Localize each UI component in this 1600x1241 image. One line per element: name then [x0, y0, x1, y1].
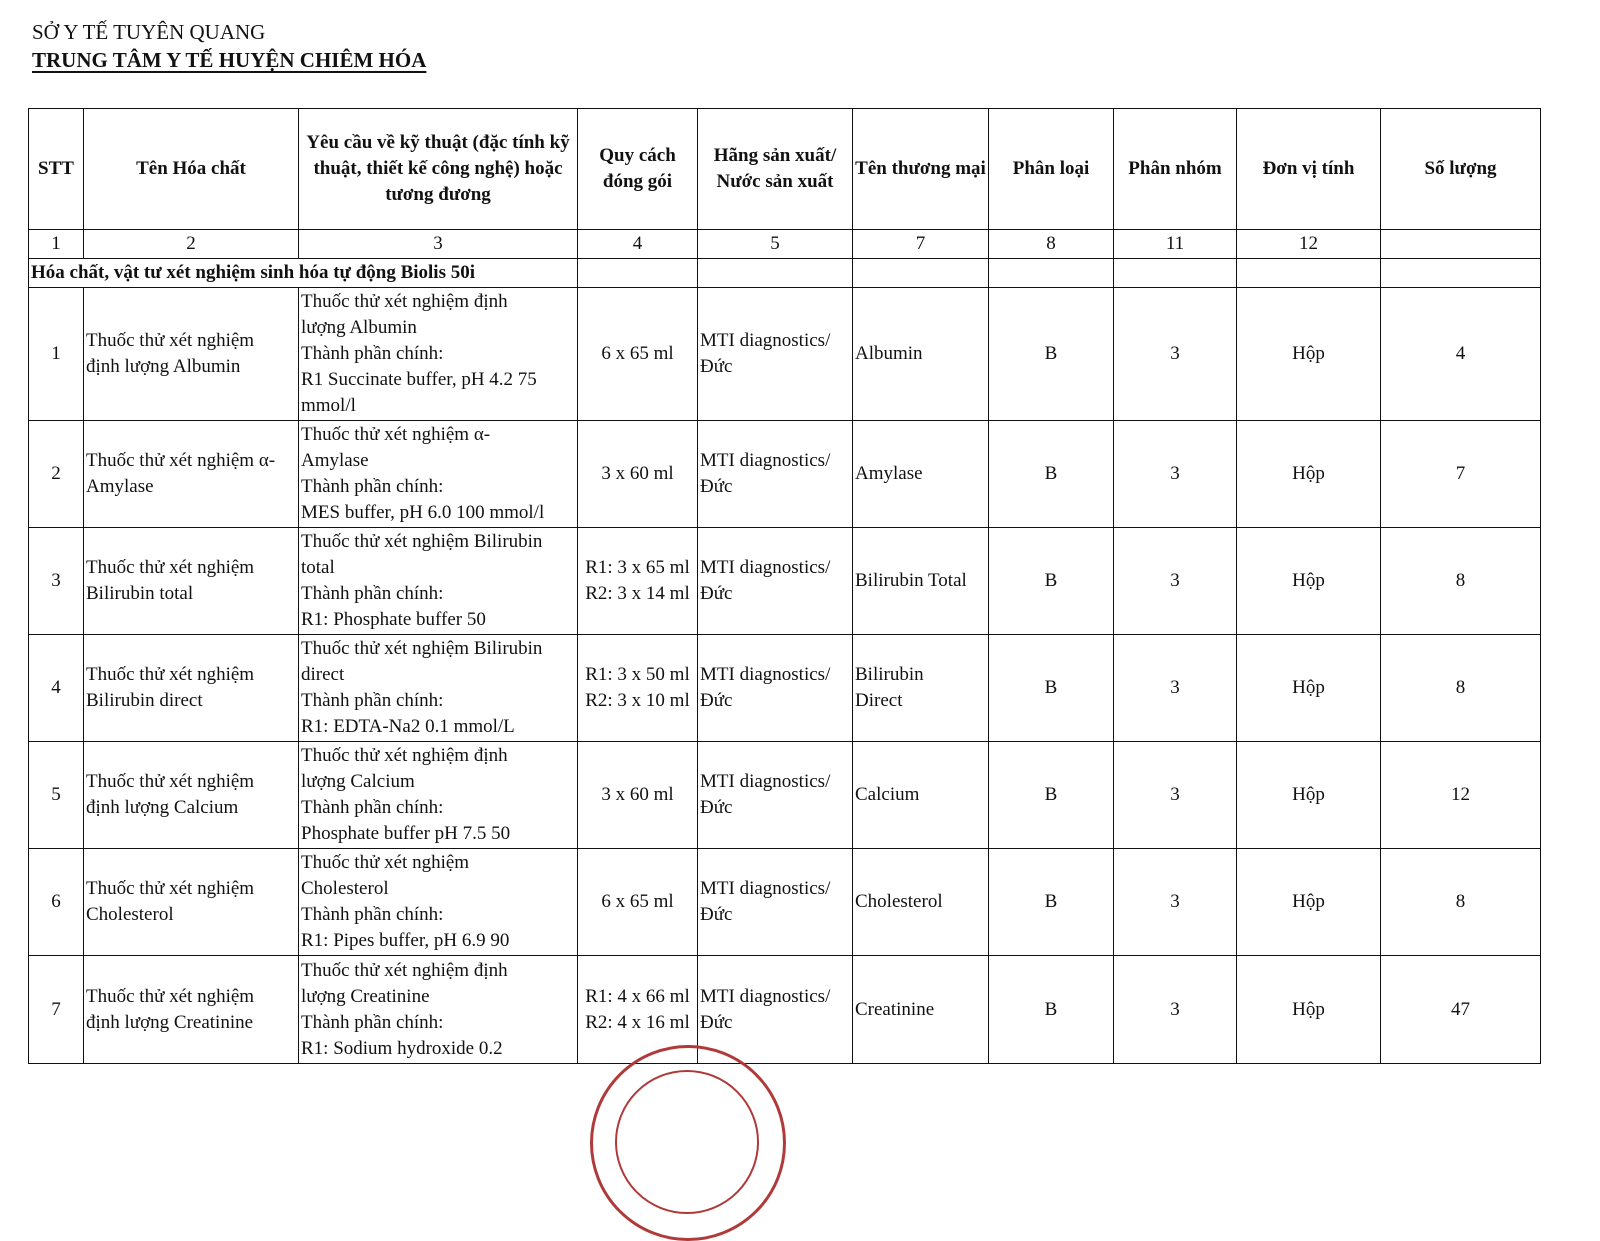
- column-number: 4: [578, 230, 698, 259]
- cell-pack: [578, 849, 698, 956]
- cell-unit: Hộp: [1237, 742, 1381, 849]
- cell-pack: [578, 288, 698, 421]
- cell-line: Phosphate buffer pH 7.5 50: [301, 823, 511, 844]
- cell-line: MTI diagnostics/: [700, 330, 831, 351]
- cell-line: Thuốc thử xét nghiệm α-: [301, 424, 491, 445]
- cell-class: B: [989, 421, 1114, 528]
- column-number: 2: [84, 230, 299, 259]
- column-header: Số lượng: [1381, 109, 1541, 230]
- column-header: STT: [29, 109, 84, 230]
- cell-trade: [853, 956, 989, 1064]
- cell-line: direct: [301, 664, 345, 685]
- cell-line: Thuốc thử xét nghiệm Bilirubin: [301, 531, 543, 552]
- column-header: Quy cách đóng gói: [578, 109, 698, 230]
- cell-group: 3: [1114, 742, 1237, 849]
- cell-stt: 4: [29, 635, 84, 742]
- cell-line: Calcium: [855, 784, 920, 805]
- cell-line: Thuốc thử xét nghiệm: [301, 852, 470, 873]
- cell-class: B: [989, 849, 1114, 956]
- cell-maker: [698, 528, 853, 635]
- cell-line: MTI diagnostics/: [700, 664, 831, 685]
- cell-line: MES buffer, pH 6.0 100 mmol/l: [301, 502, 545, 523]
- cell-line: R1: Phosphate buffer 50: [301, 609, 486, 630]
- cell-line: Thuốc thử xét nghiệm: [86, 664, 255, 685]
- cell-line: Bilirubin: [855, 664, 924, 685]
- cell-qty: 12: [1381, 742, 1541, 849]
- cell-group: 3: [1114, 849, 1237, 956]
- cell-line: Direct: [855, 690, 903, 711]
- column-header: Yêu cầu về kỹ thuật (đặc tính kỹ thuật, thiết kế công nghệ) hoặc tương đương: [299, 109, 578, 230]
- cell-spec: [299, 421, 578, 528]
- cell-spec: [299, 288, 578, 421]
- cell-line: Cholesterol: [855, 891, 943, 912]
- unit-name: TRUNG TÂM Y TẾ HUYỆN CHIÊM HÓA: [32, 48, 427, 72]
- cell-maker: [698, 849, 853, 956]
- cell-trade: [853, 528, 989, 635]
- cell-line: Thuốc thử xét nghiệm: [86, 878, 255, 899]
- cell-line: Bilirubin total: [86, 583, 194, 604]
- cell-line: Thành phần chính:: [301, 904, 444, 925]
- cell-stt: 1: [29, 288, 84, 421]
- cell-unit: Hộp: [1237, 528, 1381, 635]
- cell-group: 3: [1114, 528, 1237, 635]
- cell-line: Cholesterol: [301, 878, 389, 899]
- column-header: Đơn vị tính: [1237, 109, 1381, 230]
- table-row: [29, 742, 1541, 849]
- cell-spec: [299, 528, 578, 635]
- cell-line: Cholesterol: [86, 904, 174, 925]
- section-row: [29, 259, 1541, 288]
- cell-maker: [698, 742, 853, 849]
- cell-qty: 8: [1381, 528, 1541, 635]
- column-header: Phân loại: [989, 109, 1114, 230]
- cell-line: R1 Succinate buffer, pH 4.2 75: [301, 369, 537, 390]
- cell-spec: [299, 849, 578, 956]
- cell-line: Thuốc thử xét nghiệm định: [301, 291, 508, 312]
- table-row: [29, 528, 1541, 635]
- empty-cell: [1237, 259, 1381, 288]
- cell-line: Đức: [700, 476, 733, 497]
- table-row: [29, 849, 1541, 956]
- table-row: [29, 635, 1541, 742]
- cell-stt: 3: [29, 528, 84, 635]
- column-header: Hãng sản xuất/ Nước sản xuất: [698, 109, 853, 230]
- cell-trade: [853, 635, 989, 742]
- cell-line: R2: 3 x 10 ml: [585, 690, 690, 711]
- cell-line: 3 x 60 ml: [601, 784, 674, 805]
- table-row: [29, 956, 1541, 1064]
- cell-pack: [578, 528, 698, 635]
- cell-line: Đức: [700, 356, 733, 377]
- cell-maker: [698, 288, 853, 421]
- cell-line: Bilirubin direct: [86, 690, 203, 711]
- cell-trade: [853, 849, 989, 956]
- cell-name: [84, 742, 299, 849]
- column-number: [1381, 230, 1541, 259]
- cell-maker: [698, 421, 853, 528]
- cell-line: Thuốc thử xét nghiệm: [86, 985, 255, 1007]
- section-title: Hóa chất, vật tư xét nghiệm sinh hóa tự động Biolis 50i: [29, 259, 578, 288]
- cell-qty: 8: [1381, 849, 1541, 956]
- cell-qty: 8: [1381, 635, 1541, 742]
- chemicals-table: [28, 108, 1541, 1064]
- cell-line: R1: Sodium hydroxide 0.2: [301, 1037, 503, 1059]
- cell-stt: 7: [29, 956, 84, 1064]
- cell-line: R1: 3 x 50 ml: [585, 664, 690, 685]
- cell-line: total: [301, 557, 335, 578]
- cell-line: Thuốc thử xét nghiệm định: [301, 959, 508, 981]
- cell-name: [84, 635, 299, 742]
- cell-line: mmol/l: [301, 395, 356, 416]
- cell-line: Đức: [700, 690, 733, 711]
- cell-line: Amylase: [86, 476, 154, 497]
- cell-line: lượng Creatinine: [301, 985, 430, 1007]
- cell-line: Đức: [700, 583, 733, 604]
- cell-line: Thành phần chính:: [301, 797, 444, 818]
- cell-line: định lượng Calcium: [86, 797, 239, 818]
- cell-line: Thành phần chính:: [301, 343, 444, 364]
- column-number: 5: [698, 230, 853, 259]
- cell-line: Thành phần chính:: [301, 583, 444, 604]
- cell-line: Thành phần chính:: [301, 1011, 444, 1033]
- empty-cell: [1381, 259, 1541, 288]
- cell-stt: 6: [29, 849, 84, 956]
- cell-line: R2: 4 x 16 ml: [585, 1011, 690, 1033]
- cell-stt: 5: [29, 742, 84, 849]
- cell-pack: [578, 635, 698, 742]
- cell-pack: [578, 421, 698, 528]
- cell-line: MTI diagnostics/: [700, 878, 831, 899]
- cell-line: 6 x 65 ml: [601, 891, 674, 912]
- cell-line: Thuốc thử xét nghiệm: [86, 330, 255, 351]
- cell-line: định lượng Albumin: [86, 356, 241, 377]
- column-header: Tên thương mại: [853, 109, 989, 230]
- cell-class: B: [989, 635, 1114, 742]
- column-number: 8: [989, 230, 1114, 259]
- cell-class: B: [989, 528, 1114, 635]
- cell-line: Thành phần chính:: [301, 476, 444, 497]
- cell-class: B: [989, 956, 1114, 1064]
- empty-cell: [853, 259, 989, 288]
- cell-maker: [698, 956, 853, 1064]
- cell-line: Amylase: [301, 450, 369, 471]
- column-number: 7: [853, 230, 989, 259]
- cell-maker: [698, 635, 853, 742]
- cell-line: R2: 3 x 14 ml: [585, 583, 690, 604]
- cell-group: 3: [1114, 288, 1237, 421]
- cell-line: MTI diagnostics/: [700, 450, 831, 471]
- empty-cell: [578, 259, 698, 288]
- cell-line: 3 x 60 ml: [601, 463, 674, 484]
- cell-line: Creatinine: [855, 998, 935, 1020]
- cell-trade: [853, 421, 989, 528]
- table-row: [29, 288, 1541, 421]
- cell-spec: [299, 742, 578, 849]
- table-row: [29, 421, 1541, 528]
- cell-line: Bilirubin Total: [855, 570, 967, 591]
- cell-class: B: [989, 742, 1114, 849]
- cell-qty: 7: [1381, 421, 1541, 528]
- column-header: Phân nhóm: [1114, 109, 1237, 230]
- cell-group: 3: [1114, 956, 1237, 1064]
- cell-line: Albumin: [855, 343, 923, 364]
- column-number: 3: [299, 230, 578, 259]
- cell-line: R1: 3 x 65 ml: [585, 557, 690, 578]
- column-number: 12: [1237, 230, 1381, 259]
- cell-unit: Hộp: [1237, 956, 1381, 1064]
- cell-line: 6 x 65 ml: [601, 343, 674, 364]
- cell-trade: [853, 742, 989, 849]
- cell-class: B: [989, 288, 1114, 421]
- cell-line: Thuốc thử xét nghiệm α-: [86, 450, 276, 471]
- cell-line: lượng Albumin: [301, 317, 417, 338]
- cell-line: Đức: [700, 1011, 733, 1033]
- cell-name: [84, 421, 299, 528]
- column-number: 11: [1114, 230, 1237, 259]
- cell-line: R1: Pipes buffer, pH 6.9 90: [301, 930, 510, 951]
- cell-line: Thuốc thử xét nghiệm: [86, 771, 255, 792]
- cell-name: [84, 528, 299, 635]
- cell-line: Thuốc thử xét nghiệm Bilirubin: [301, 638, 543, 659]
- column-number-row: [29, 230, 1541, 259]
- cell-line: R1: EDTA-Na2 0.1 mmol/L: [301, 716, 515, 737]
- cell-line: Thuốc thử xét nghiệm định: [301, 745, 508, 766]
- cell-trade: [853, 288, 989, 421]
- agency-name: SỞ Y TẾ TUYÊN QUANG: [32, 20, 266, 44]
- empty-cell: [698, 259, 853, 288]
- official-stamp: [590, 1045, 786, 1241]
- cell-line: Thành phần chính:: [301, 690, 444, 711]
- cell-line: lượng Calcium: [301, 771, 415, 792]
- cell-pack: [578, 742, 698, 849]
- cell-unit: Hộp: [1237, 849, 1381, 956]
- cell-line: MTI diagnostics/: [700, 771, 831, 792]
- cell-line: Đức: [700, 904, 733, 925]
- cell-line: Amylase: [855, 463, 923, 484]
- cell-unit: Hộp: [1237, 635, 1381, 742]
- cell-line: định lượng Creatinine: [86, 1011, 254, 1033]
- cell-qty: 4: [1381, 288, 1541, 421]
- cell-qty: 47: [1381, 956, 1541, 1064]
- empty-cell: [1114, 259, 1237, 288]
- cell-line: R1: 4 x 66 ml: [585, 985, 690, 1007]
- cell-spec: [299, 956, 578, 1064]
- cell-line: Đức: [700, 797, 733, 818]
- cell-name: [84, 956, 299, 1064]
- cell-group: 3: [1114, 421, 1237, 528]
- cell-line: MTI diagnostics/: [700, 985, 831, 1007]
- cell-spec: [299, 635, 578, 742]
- empty-cell: [989, 259, 1114, 288]
- cell-line: MTI diagnostics/: [700, 557, 831, 578]
- cell-stt: 2: [29, 421, 84, 528]
- cell-name: [84, 288, 299, 421]
- cell-unit: Hộp: [1237, 288, 1381, 421]
- header-row: [29, 109, 1541, 230]
- cell-name: [84, 849, 299, 956]
- column-number: 1: [29, 230, 84, 259]
- column-header: Tên Hóa chất: [84, 109, 299, 230]
- cell-line: Thuốc thử xét nghiệm: [86, 557, 255, 578]
- cell-group: 3: [1114, 635, 1237, 742]
- cell-unit: Hộp: [1237, 421, 1381, 528]
